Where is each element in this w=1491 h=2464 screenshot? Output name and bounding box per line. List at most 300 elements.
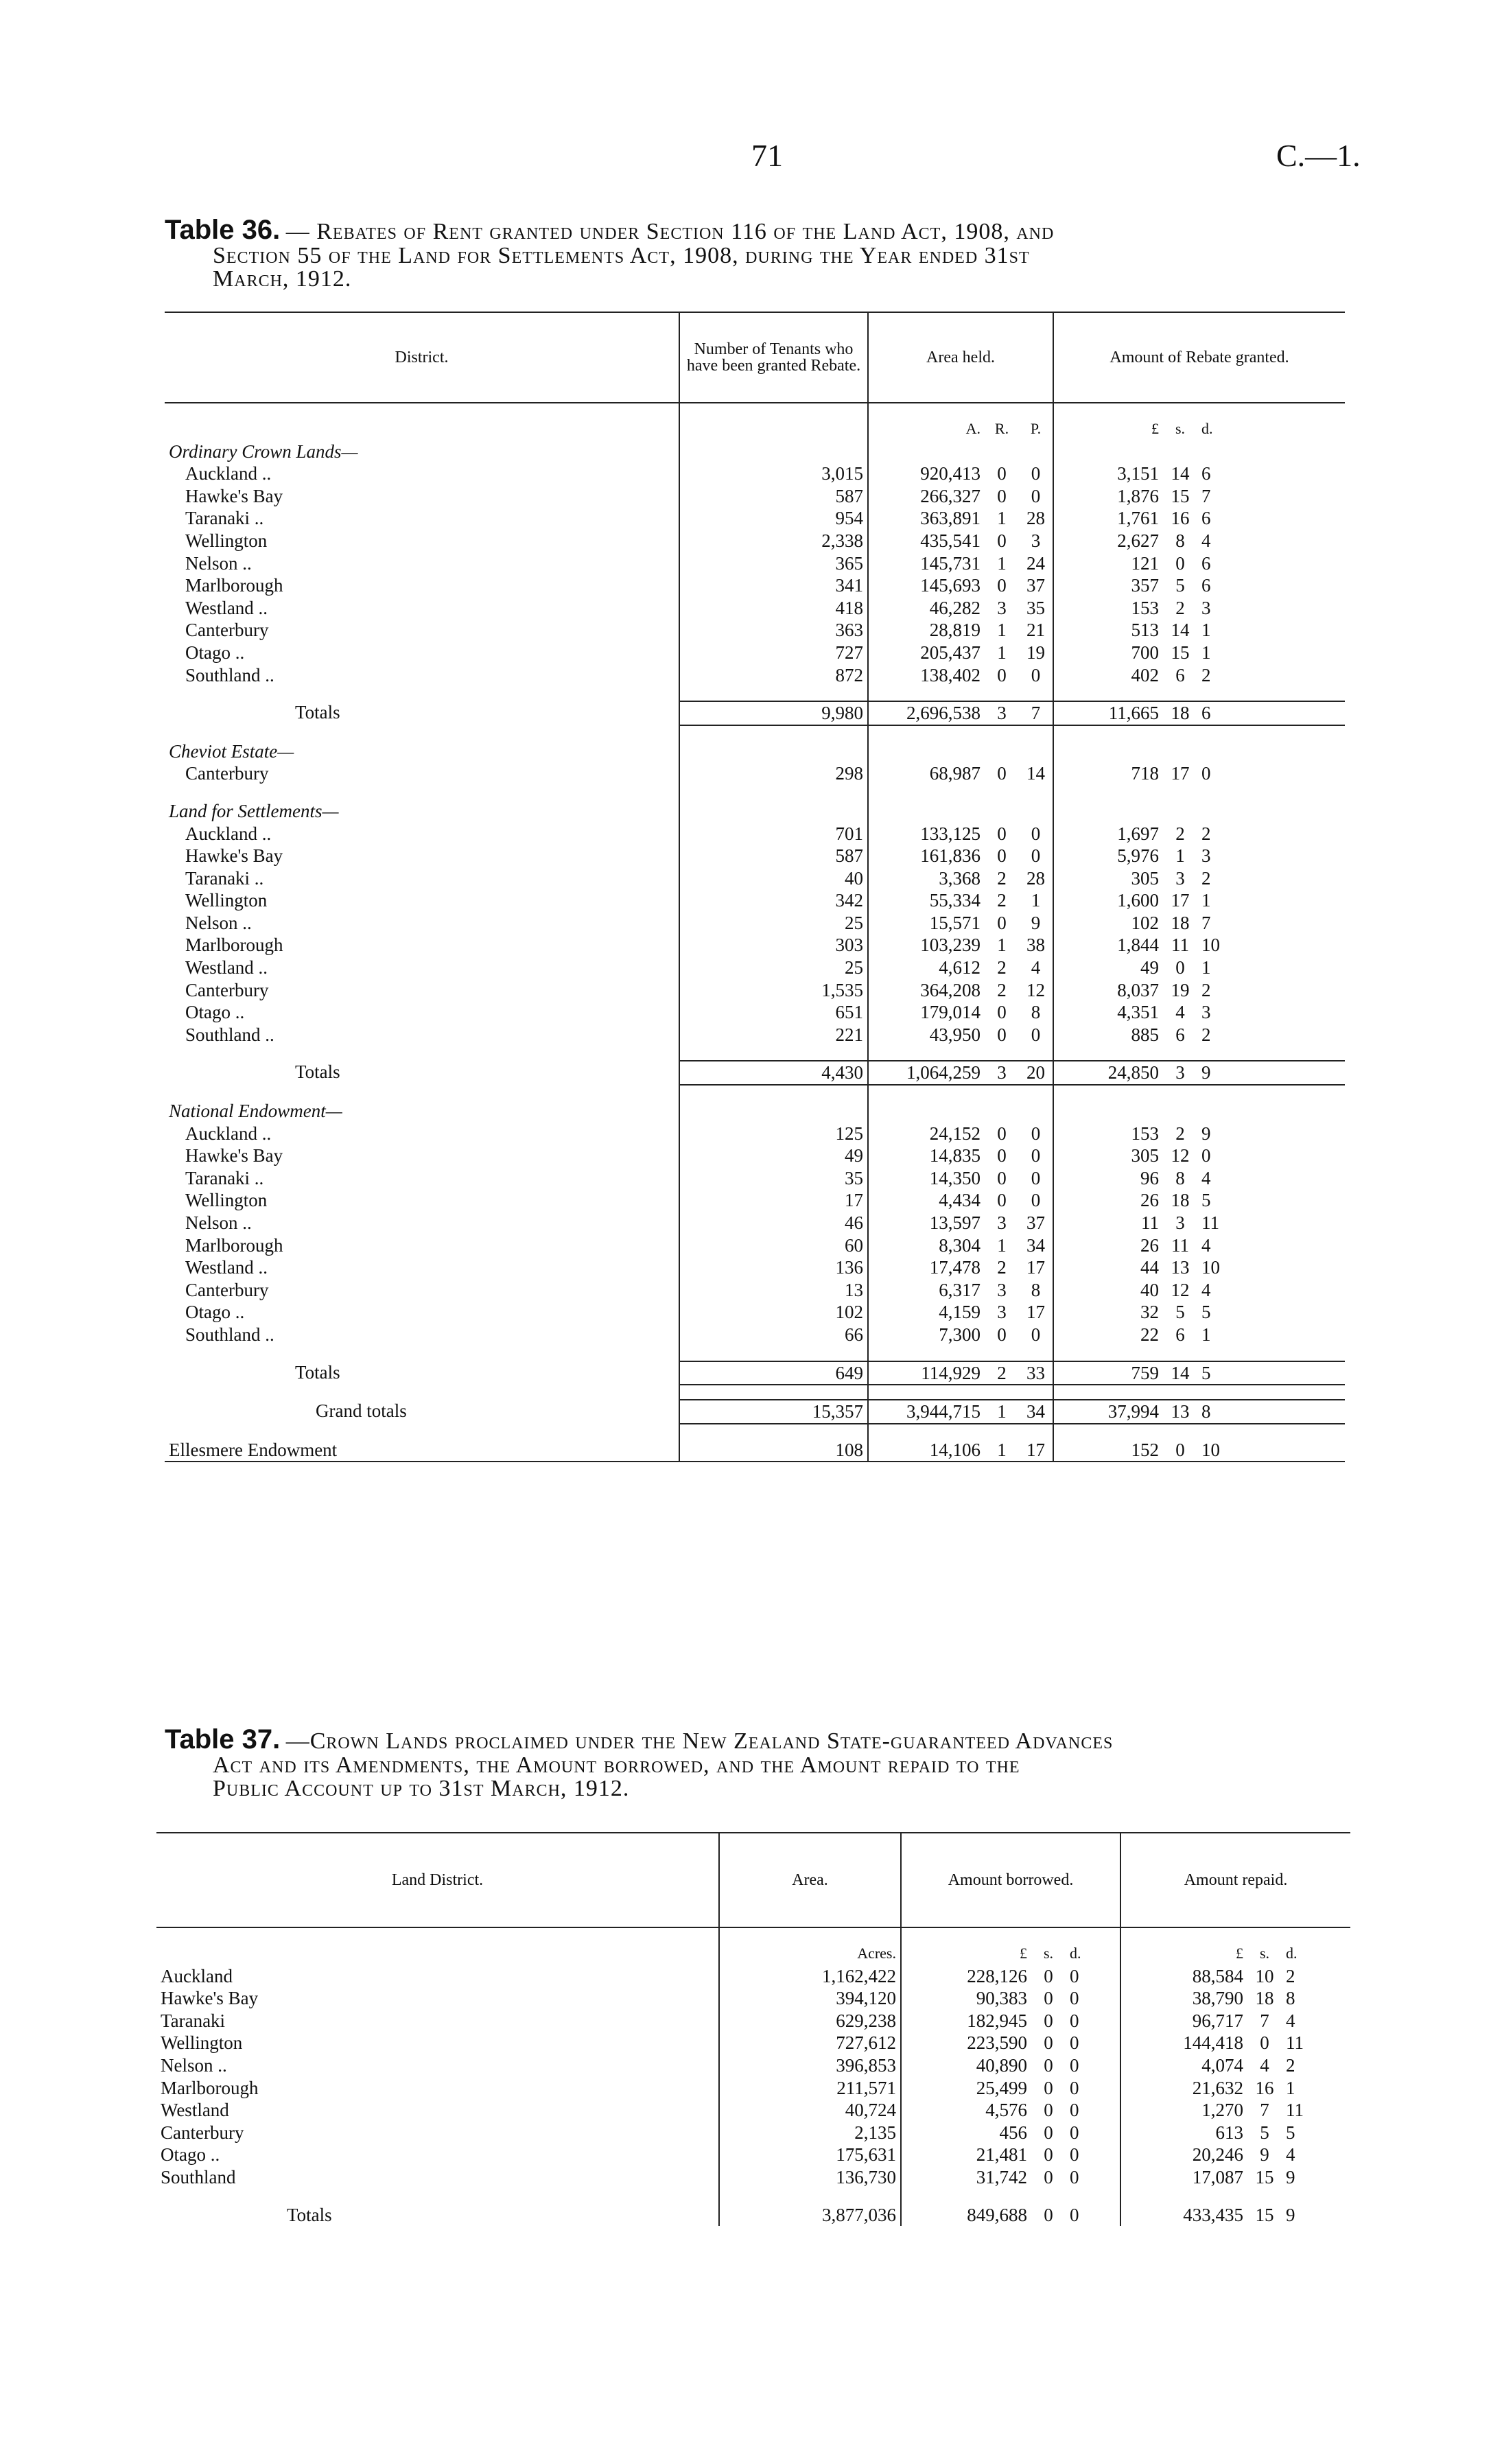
spacer-cell	[1163, 1085, 1197, 1100]
rebate-shillings: 6	[1175, 1024, 1185, 1045]
area-perches: 35	[1026, 597, 1046, 618]
repaid-pence: 1	[1286, 2077, 1295, 2098]
district-name: Nelson ..	[185, 912, 252, 933]
borrowed-pence: 0	[1070, 2100, 1079, 2121]
tenants-value: 17	[679, 1189, 868, 1212]
area-perches: 0	[1031, 845, 1041, 867]
area-roods: 0	[997, 1145, 1007, 1166]
tenants-value: 3,015	[679, 462, 868, 485]
rebate-pounds: 32	[1053, 1301, 1163, 1324]
borrowed-shillings: 0	[1044, 2100, 1053, 2121]
spacer-cell	[1019, 441, 1053, 463]
spacer-cell	[679, 740, 868, 763]
district-name: Auckland	[161, 1965, 233, 1986]
table-row	[165, 823, 1345, 845]
table-row	[156, 1965, 1350, 1988]
rebate-shillings: 8	[1175, 1167, 1185, 1188]
area-perches: 0	[1031, 1123, 1041, 1144]
table-row	[165, 507, 1345, 530]
header-land-district: Land District.	[156, 1833, 719, 1927]
district-name: Hawke's Bay	[185, 485, 283, 506]
table36-label: Table 36.	[165, 215, 281, 245]
totals-row	[165, 1361, 1345, 1385]
district-name: Auckland ..	[185, 823, 272, 844]
table-row	[165, 1024, 1345, 1046]
area-roods: 2	[985, 1361, 1019, 1385]
section-heading-row	[165, 740, 1345, 763]
rebate-pounds: 1,761	[1053, 507, 1163, 530]
area-acres: 211,571	[719, 2077, 901, 2100]
rebate-pence: 1	[1201, 642, 1211, 663]
table-cell: 17	[1019, 1439, 1053, 1462]
area-perches: 19	[1026, 642, 1046, 663]
rebate-pounds: 1,876	[1053, 485, 1163, 508]
rebate-pence: 0	[1201, 1145, 1211, 1166]
rebate-pence: 6	[1201, 575, 1211, 596]
spacer-cell	[1053, 403, 1163, 418]
borrowed-pounds: 31,742	[901, 2166, 1031, 2189]
spacer-cell	[1163, 785, 1197, 800]
header-borrowed: Amount borrowed.	[901, 1833, 1120, 1927]
rebate-pence: 5	[1201, 1302, 1211, 1323]
spacer-cell	[868, 725, 985, 740]
borrowed-shillings: 0	[1044, 2166, 1053, 2187]
table36-header-row	[165, 312, 1345, 403]
district-name: Marlborough	[185, 935, 283, 956]
unit-label: £	[1120, 1943, 1247, 1965]
rebate-shillings: 6	[1175, 664, 1185, 685]
rebate-pounds: 357	[1053, 574, 1163, 597]
area-acres: 179,014	[868, 1001, 985, 1024]
district-name: Westland ..	[185, 597, 268, 618]
spacer-cell	[165, 1385, 679, 1400]
area-roods: 0	[997, 1002, 1007, 1023]
repaid-pounds: 96,717	[1120, 2010, 1247, 2032]
area-roods: 2	[997, 957, 1007, 978]
rebate-pence: 1	[1201, 890, 1211, 911]
area-perches: 0	[1031, 1024, 1041, 1045]
tenants-value: 4,430	[679, 1061, 868, 1085]
spacer-cell	[1019, 686, 1053, 701]
rebate-shillings: 5	[1175, 575, 1185, 596]
area-roods: 2	[997, 890, 1007, 911]
area-acres: 17,478	[868, 1256, 985, 1279]
area-acres: 43,950	[868, 1024, 985, 1046]
area-acres: 4,159	[868, 1301, 985, 1324]
borrowed-shillings: 0	[1044, 2122, 1053, 2143]
spacer-cell	[1053, 785, 1163, 800]
area-acres: 1,162,422	[719, 1965, 901, 1988]
spacer-cell	[1197, 686, 1345, 701]
area-acres: 364,208	[868, 979, 985, 1002]
repaid-shillings: 7	[1260, 2010, 1269, 2031]
area-roods: 3	[997, 1279, 1007, 1300]
district-name: Westland	[161, 2100, 229, 2121]
tenants-value: 136	[679, 1256, 868, 1279]
spacer-cell	[985, 740, 1019, 763]
spacer-cell	[1163, 800, 1197, 823]
borrowed-pounds: 21,481	[901, 2144, 1031, 2166]
area-roods: 1	[997, 552, 1007, 574]
table-row	[165, 1279, 1345, 1302]
repaid-shillings: 16	[1255, 2077, 1274, 2098]
table36-title-line3: March, 1912.	[213, 266, 352, 292]
table-row	[165, 1167, 1345, 1190]
table-cell: 14,106	[868, 1439, 985, 1462]
spacer-cell	[1019, 1424, 1053, 1439]
rebate-pounds: 513	[1053, 619, 1163, 642]
rebate-pounds: 1,844	[1053, 934, 1163, 957]
rebate-shillings: 2	[1175, 1123, 1185, 1144]
repaid-shillings: 0	[1260, 2032, 1269, 2054]
table-row	[165, 762, 1345, 785]
table-cell: 9	[1286, 2204, 1295, 2225]
spacer-cell	[165, 1046, 679, 1061]
rebate-pence: 6	[1201, 552, 1211, 574]
rebate-pounds: 5,976	[1053, 845, 1163, 867]
area-perches: 34	[1026, 1234, 1046, 1256]
area-roods: 1	[997, 620, 1007, 641]
repaid-pounds: 17,087	[1120, 2166, 1247, 2189]
repaid-pence: 11	[1286, 2032, 1304, 2054]
rebate-shillings: 3	[1175, 1212, 1185, 1233]
area-perches: 3	[1031, 530, 1041, 551]
rebate-pence: 9	[1201, 1123, 1211, 1144]
spacer-cell	[985, 1424, 1019, 1439]
spacer-cell	[1197, 403, 1345, 418]
area-acres: 4,612	[868, 957, 985, 979]
table-row	[165, 485, 1345, 508]
rebate-pounds: 121	[1053, 552, 1163, 575]
spacer-cell	[901, 1927, 1031, 1943]
table-row	[165, 1234, 1345, 1257]
area-acres: 161,836	[868, 845, 985, 867]
rebate-pence: 0	[1201, 763, 1211, 784]
rebate-shillings: 15	[1171, 642, 1190, 663]
tenants-value: 727	[679, 642, 868, 664]
tenants-value: 298	[679, 762, 868, 785]
rebate-pence: 4	[1201, 1167, 1211, 1188]
area-acres: 3,944,715	[868, 1400, 985, 1424]
spacer-cell	[985, 1046, 1019, 1061]
repaid-shillings: 15	[1255, 2166, 1274, 2187]
unit-label: d.	[1070, 1945, 1081, 1962]
rebate-pounds: 1,600	[1053, 889, 1163, 912]
table-cell: 15	[1255, 2204, 1274, 2225]
rebate-pounds: 885	[1053, 1024, 1163, 1046]
rebate-shillings: 3	[1163, 1061, 1197, 1085]
spacer-cell	[868, 441, 985, 463]
area-perches: 0	[1031, 1190, 1041, 1211]
area-acres: 15,571	[868, 912, 985, 935]
tenants-value: 102	[679, 1301, 868, 1324]
area-perches: 20	[1019, 1061, 1053, 1085]
table36-title-line2: Section 55 of the Land for Settlements Act, 1908, during the Year ended 31st	[213, 243, 1030, 268]
units-row	[165, 418, 1345, 441]
area-perches: 0	[1031, 1167, 1041, 1188]
spacer-cell	[1197, 1385, 1345, 1400]
table-row	[165, 1145, 1345, 1167]
district-name: Nelson ..	[161, 2054, 227, 2076]
area-roods: 0	[997, 845, 1007, 867]
spacer-cell	[1066, 1927, 1120, 1943]
spacer-cell	[165, 1346, 679, 1361]
rebate-pounds: 49	[1053, 957, 1163, 979]
table-row	[156, 2144, 1350, 2166]
district-name: Canterbury	[161, 2122, 244, 2143]
rebate-shillings: 0	[1175, 957, 1185, 978]
spacer-cell	[1019, 1385, 1053, 1400]
table37-title-line2: Act and its Amendments, the Amount borrowed, and the Amount repaid to the	[213, 1752, 1020, 1778]
rebate-shillings: 11	[1171, 1234, 1190, 1256]
spacer-cell	[1019, 725, 1053, 740]
area-perches: 0	[1031, 1324, 1041, 1345]
area-acres: 363,891	[868, 507, 985, 530]
rebate-shillings: 2	[1175, 597, 1185, 618]
spacer-cell	[1053, 740, 1163, 763]
area-perches: 17	[1026, 1302, 1046, 1323]
area-perches: 9	[1031, 912, 1041, 933]
spacer-cell	[719, 2189, 901, 2204]
spacer-row	[165, 725, 1345, 740]
spacer-cell	[679, 686, 868, 701]
area-acres: 133,125	[868, 823, 985, 845]
area-acres: 40,724	[719, 2099, 901, 2122]
district-name: Canterbury	[185, 620, 269, 641]
spacer-cell	[1019, 403, 1053, 418]
borrowed-pence: 0	[1070, 2144, 1079, 2166]
area-acres: 6,317	[868, 1279, 985, 1302]
table-row	[165, 1301, 1345, 1324]
table-cell: 108	[679, 1439, 868, 1462]
tenants-value: 341	[679, 574, 868, 597]
spacer-row	[165, 1085, 1345, 1100]
header-rebate: Amount of Rebate granted.	[1053, 312, 1345, 403]
district-name: Ellesmere Endowment	[165, 1439, 679, 1462]
spacer-cell	[1197, 1346, 1345, 1361]
unit-label: s.	[1260, 1945, 1270, 1962]
area-roods: 0	[997, 485, 1007, 506]
repaid-shillings: 5	[1260, 2122, 1269, 2143]
tenants-value: 651	[679, 1001, 868, 1024]
spacer-cell	[1053, 686, 1163, 701]
table-row	[165, 845, 1345, 867]
table-row	[156, 2054, 1350, 2077]
rebate-shillings: 17	[1171, 763, 1190, 784]
rebate-shillings: 17	[1171, 890, 1190, 911]
rebate-pence: 2	[1201, 664, 1211, 685]
spacer-cell	[868, 800, 985, 823]
header-district: District.	[165, 312, 679, 403]
area-acres: 68,987	[868, 762, 985, 785]
area-acres: 8,304	[868, 1234, 985, 1257]
borrowed-pence: 0	[1070, 2077, 1079, 2098]
rebate-pounds: 305	[1053, 1145, 1163, 1167]
rebate-shillings: 12	[1171, 1279, 1190, 1300]
area-acres: 2,135	[719, 2122, 901, 2144]
table-row	[165, 552, 1345, 575]
tenants-value: 587	[679, 485, 868, 508]
spacer-cell	[1053, 441, 1163, 463]
rebate-pence: 3	[1201, 597, 1211, 618]
table37	[156, 1832, 1350, 2226]
rebate-pence: 9	[1197, 1061, 1345, 1085]
table-row	[165, 642, 1345, 664]
unit-label: s.	[1043, 1945, 1054, 1962]
area-perches: 17	[1026, 1257, 1046, 1278]
area-perches: 0	[1031, 463, 1041, 484]
spacer-cell	[1019, 1100, 1053, 1123]
spacer-cell	[985, 1100, 1019, 1123]
spacer-cell	[868, 1346, 985, 1361]
table37-title-line3: Public Account up to 31st March, 1912.	[213, 1776, 630, 1801]
district-name: Canterbury	[185, 763, 269, 784]
rebate-pounds: 4,351	[1053, 1001, 1163, 1024]
area-perches: 28	[1026, 508, 1046, 529]
rebate-pence: 7	[1201, 485, 1211, 506]
table-row	[156, 2166, 1350, 2189]
unit-label	[679, 418, 868, 441]
area-acres: 14,835	[868, 1145, 985, 1167]
district-name: Canterbury	[185, 1279, 269, 1300]
district-name: Wellington	[185, 1190, 268, 1211]
spacer-row	[165, 1046, 1345, 1061]
borrowed-shillings: 0	[1044, 2077, 1053, 2098]
area-roods: 1	[997, 1234, 1007, 1256]
borrowed-pounds: 40,890	[901, 2054, 1031, 2077]
district-name: Wellington	[161, 2032, 243, 2054]
tenants-value: 363	[679, 619, 868, 642]
rebate-pence: 2	[1201, 867, 1211, 889]
spacer-cell	[1197, 800, 1345, 823]
table37-caption	[165, 1724, 1359, 1801]
district-name: Canterbury	[185, 979, 269, 1000]
district-name: Nelson ..	[185, 1212, 252, 1233]
borrowed-pounds: 4,576	[901, 2099, 1031, 2122]
spacer-row	[165, 403, 1345, 418]
area-roods: 1	[997, 508, 1007, 529]
totals-row	[165, 1061, 1345, 1085]
rebate-pence: 5	[1197, 1361, 1345, 1385]
district-name: Hawke's Bay	[161, 1988, 259, 2009]
spacer-cell	[1053, 1046, 1163, 1061]
district-name: Southland ..	[185, 1324, 274, 1345]
tenants-value: 25	[679, 957, 868, 979]
header-area: Area held.	[868, 312, 1053, 403]
spacer-cell	[985, 1385, 1019, 1400]
section-heading: Land for Settlements—	[169, 800, 339, 821]
area-perches: 8	[1031, 1279, 1041, 1300]
area-acres: 55,334	[868, 889, 985, 912]
district-name: Wellington	[185, 890, 268, 911]
area-roods: 1	[985, 1400, 1019, 1424]
spacer-cell	[679, 1100, 868, 1123]
spacer-cell	[1197, 1100, 1345, 1123]
table-row	[165, 867, 1345, 890]
rebate-shillings: 13	[1171, 1257, 1190, 1278]
borrowed-pounds: 456	[901, 2122, 1031, 2144]
area-roods: 3	[997, 597, 1007, 618]
rebate-pounds: 759	[1053, 1361, 1163, 1385]
repaid-shillings: 9	[1260, 2144, 1269, 2166]
area-acres: 13,597	[868, 1212, 985, 1234]
rebate-pence: 6	[1201, 463, 1211, 484]
table-row	[165, 1123, 1345, 1145]
area-roods: 3	[985, 1061, 1019, 1085]
area-roods: 0	[997, 575, 1007, 596]
spacer-cell	[1031, 2189, 1066, 2204]
rebate-pence: 2	[1201, 979, 1211, 1000]
rebate-pence: 10	[1201, 935, 1221, 956]
area-acres: 727,612	[719, 2032, 901, 2054]
table-row	[165, 1324, 1345, 1346]
borrowed-pence: 0	[1070, 2122, 1079, 2143]
unit-label: d.	[1201, 420, 1213, 437]
table-row	[156, 2010, 1350, 2032]
tenants-value: 49	[679, 1145, 868, 1167]
table-row	[156, 1987, 1350, 2010]
tenants-value: 649	[679, 1361, 868, 1385]
area-acres: 396,853	[719, 2054, 901, 2077]
area-perches: 33	[1019, 1361, 1053, 1385]
spacer-cell	[679, 1385, 868, 1400]
borrowed-shillings: 0	[1044, 1965, 1053, 1986]
area-roods: 0	[997, 530, 1007, 551]
rebate-pounds: 305	[1053, 867, 1163, 890]
spacer-cell	[679, 441, 868, 463]
table-row	[156, 2032, 1350, 2054]
area-acres: 920,413	[868, 462, 985, 485]
totals-row	[165, 701, 1345, 725]
rebate-pence: 10	[1201, 1257, 1221, 1278]
spacer-cell	[165, 686, 679, 701]
spacer-cell	[1282, 2189, 1350, 2204]
district-name: Westland ..	[185, 1257, 268, 1278]
area-roods: 3	[997, 1302, 1007, 1323]
table-cell: 433,435	[1120, 2204, 1247, 2227]
unit-label: £	[901, 1943, 1031, 1965]
spacer-cell	[1053, 725, 1163, 740]
rebate-shillings: 2	[1175, 823, 1185, 844]
unit-label: Acres.	[719, 1943, 901, 1965]
rebate-shillings: 18	[1163, 701, 1197, 725]
rebate-shillings: 1	[1175, 845, 1185, 867]
table-row	[165, 574, 1345, 597]
rebate-shillings: 18	[1171, 1190, 1190, 1211]
rebate-shillings: 19	[1171, 979, 1190, 1000]
rebate-pounds: 26	[1053, 1189, 1163, 1212]
spacer-cell	[1019, 1085, 1053, 1100]
spacer-cell	[679, 1424, 868, 1439]
spacer-cell	[985, 800, 1019, 823]
rebate-pounds: 153	[1053, 597, 1163, 620]
district-name: Southland ..	[185, 664, 274, 685]
area-acres: 4,434	[868, 1189, 985, 1212]
area-acres: 46,282	[868, 597, 985, 620]
district-name: Wellington	[185, 530, 268, 551]
rebate-pence: 3	[1201, 845, 1211, 867]
area-perches: 34	[1019, 1400, 1053, 1424]
unit-label: £	[1053, 418, 1163, 441]
borrowed-shillings: 0	[1044, 2010, 1053, 2031]
spacer-cell	[985, 403, 1019, 418]
borrowed-pence: 0	[1070, 2166, 1079, 2187]
spacer-cell	[1019, 740, 1053, 763]
table-row	[165, 664, 1345, 687]
rebate-shillings: 16	[1171, 508, 1190, 529]
tenants-value: 342	[679, 889, 868, 912]
table-row	[165, 1001, 1345, 1024]
